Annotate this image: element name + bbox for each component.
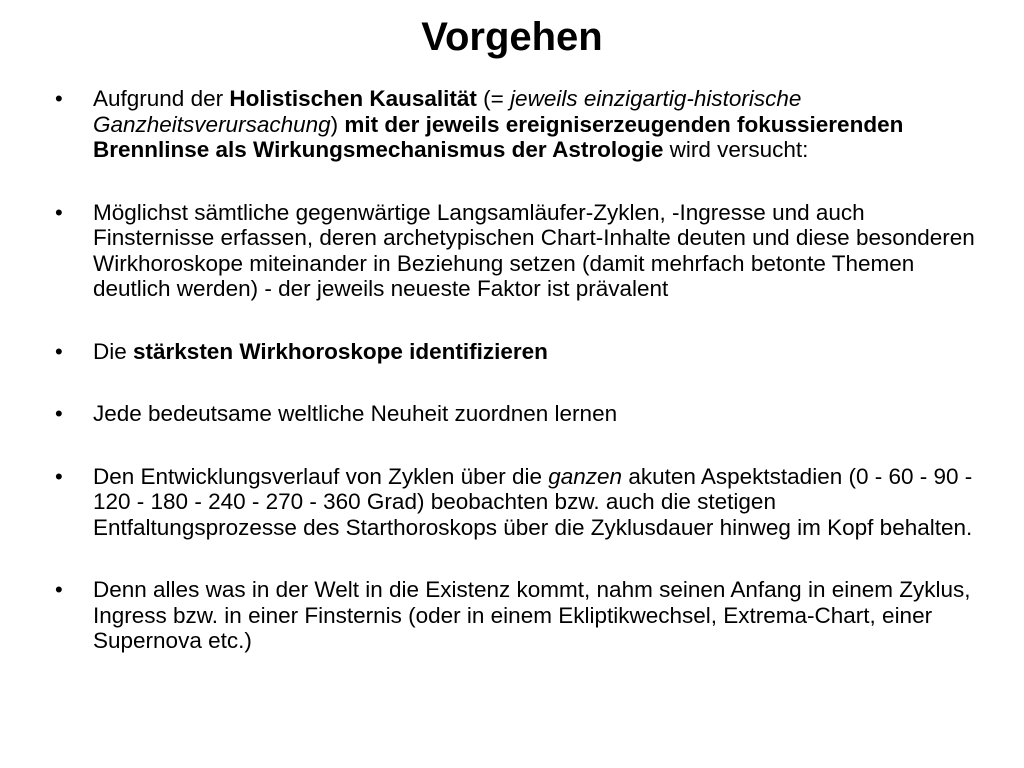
bullet-item	[55, 339, 975, 365]
text-segment: Den Entwicklungsverlauf von Zyklen über die	[93, 463, 549, 489]
slide-title: Vorgehen	[421, 15, 603, 59]
text-segment-bold: Holistischen Kausalität	[229, 86, 477, 111]
bullet-icon: •	[55, 338, 63, 364]
text-segment-italic: ganzen	[548, 463, 623, 489]
bullet-text	[93, 339, 975, 365]
bullet-text	[93, 86, 975, 163]
bullet-text	[93, 200, 975, 302]
bullet-item	[55, 200, 975, 302]
bullet-text	[93, 577, 975, 654]
text-segment: Möglichst sämtliche gegenwärtige Langsamläufer-Zyklen, -Ingresse und auch Finsternisse erfassen, deren archetypischen Chart-Inhalte deuten und diese besonderen Wirkhoroskope miteinander in Beziehung setzen (damit mehrfach betonte Themen deutlich werden) - der jeweils neueste Faktor ist prävalent	[93, 199, 975, 301]
text-segment: Jede bedeutsame weltliche Neuheit zuordnen lernen	[93, 401, 618, 426]
bullet-text	[93, 401, 975, 427]
bullet-icon: •	[55, 86, 63, 111]
text-segment: )	[330, 111, 345, 137]
text-segment: wird versucht:	[663, 137, 809, 162]
text-segment-italic: jeweils einzigartig-historische Ganzheitsverursachung	[93, 86, 802, 137]
text-segment: Denn alles was in der Welt in die Existenz kommt, nahm seinen Anfang in einem Zyklus, Ingress bzw. in einer Finsternis (oder in einem Ekliptikwechsel, Extrema-Chart, einer Supernova etc.)	[93, 577, 971, 653]
bullet-icon: •	[55, 199, 63, 225]
text-segment: Aufgrund der	[93, 86, 230, 111]
bullet-icon: •	[55, 577, 63, 602]
text-segment: akuten Aspektstadien (0 - 60 - 90 - 120 - 180 - 240 - 270 - 360 Grad) beobachten bzw. auch die stetigen Entfaltungsprozesse des Starthoroskops über die Zyklusdauer hinweg im Kopf behalten.	[93, 463, 973, 540]
text-segment: Die	[93, 338, 134, 364]
bullet-item	[55, 577, 975, 654]
text-segment-bold: stärksten Wirkhoroskope identifizieren	[133, 338, 548, 364]
bullet-text	[93, 464, 975, 541]
bullet-icon: •	[55, 463, 63, 489]
bullet-item	[55, 401, 975, 427]
text-segment-bold: mit der jeweils ereigniserzeugenden fokussierenden Brennlinse als Wirkungsmechanismus der Astrologie	[93, 111, 904, 162]
bullet-item	[55, 464, 975, 541]
bullet-list	[55, 86, 975, 691]
bullet-icon: •	[55, 401, 63, 426]
bullet-item	[55, 86, 975, 163]
text-segment: (=	[476, 86, 511, 111]
